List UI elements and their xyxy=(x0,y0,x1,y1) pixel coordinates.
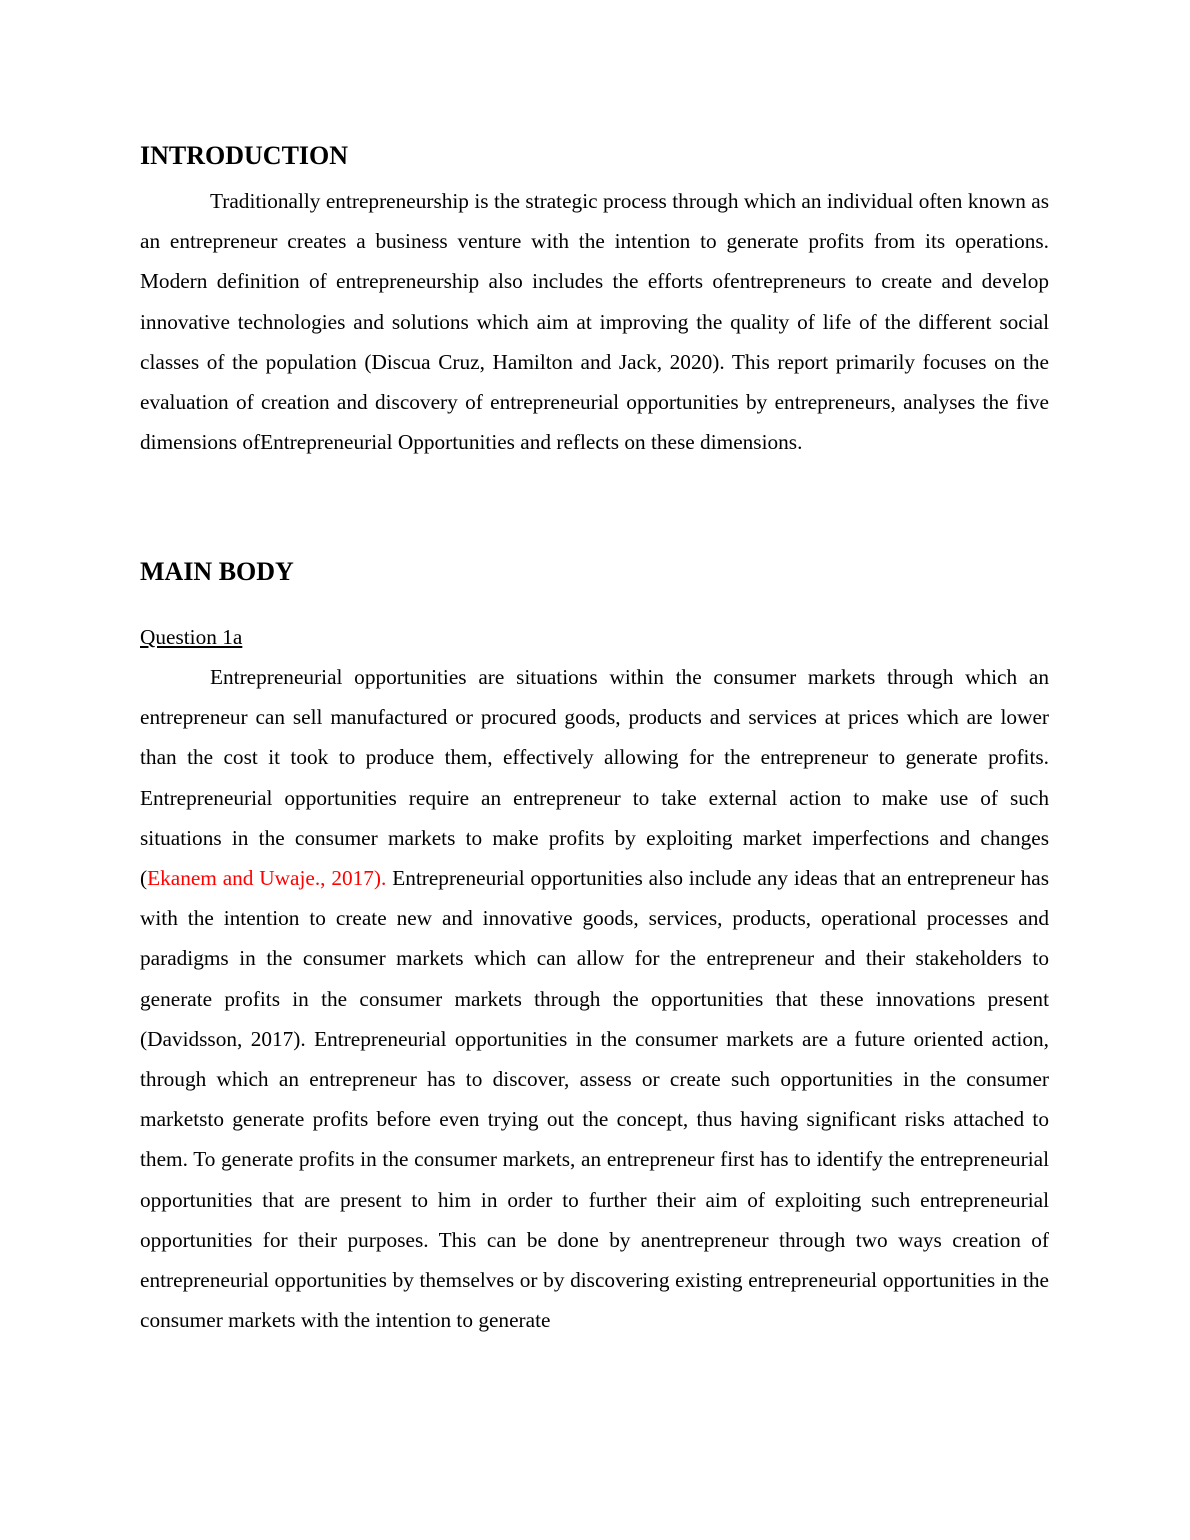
document-page xyxy=(140,0,1049,1540)
main-body-heading: MAIN BODY xyxy=(140,557,294,586)
introduction-paragraph: Traditionally entrepreneurship is the strategic process through which an individual often known as an entrepreneur creates a business venture with the intention to generate profits from its operations. Modern definition of entrepreneurship also includes the efforts ofentrepreneurs to create and develop innovative technologies and solutions which aim at improving the quality of life of the different social classes of the population (Discua Cruz, Hamilton and Jack, 2020). This report primarily focuses on the evaluation of creation and discovery of entrepreneurial opportunities by entrepreneurs, analyses the five dimensions ofEntrepreneurial Opportunities and reflects on these dimensions. xyxy=(140,189,1049,455)
question-1a-text-part1: Entrepreneurial opportunities are situations within the consumer markets through which an entrepreneur can sell manufactured or procured goods, products and services at prices which are lower than the cost it took to produce them, effectively allowing for the entrepreneur to generate profits. Entrepreneurial opportunities require an entrepreneur to take external action to make use of such situations in the consumer markets to make profits by exploiting market imperfections and changes ( xyxy=(140,665,1049,891)
question-1a-paragraph xyxy=(140,657,1049,1340)
question-1a-text-part2: Entrepreneurial opportunities also include any ideas that an entrepreneur has with the intention to create new and innovative goods, services, products, operational processes and paradigms in the consumer markets which can allow for the entrepreneur and their stakeholders to generate profits in the consumer markets through the opportunities that these innovations present (Davidsson, 2017). Entrepreneurial opportunities in the consumer markets are a future oriented action, through which an entrepreneur has to discover, assess or create such opportunities in the consumer marketsto generate profits before even trying out the concept, thus having significant risks attached to them. To generate profits in the consumer markets, an entrepreneur first has to identify the entrepreneurial opportunities that are present to him in order to further their aim of exploiting such entrepreneurial opportunities for their purposes. This can be done by anentrepreneur through two ways creation of entrepreneurial opportunities by themselves or by discovering existing entrepreneurial opportunities in the consumer markets with the intention to generate xyxy=(140,866,1050,1333)
question-1a-label: Question 1a xyxy=(140,625,243,649)
introduction-heading: INTRODUCTION xyxy=(140,141,349,170)
citation-ekanem-uwaje: Ekanem and Uwaje., 2017). xyxy=(147,866,387,891)
